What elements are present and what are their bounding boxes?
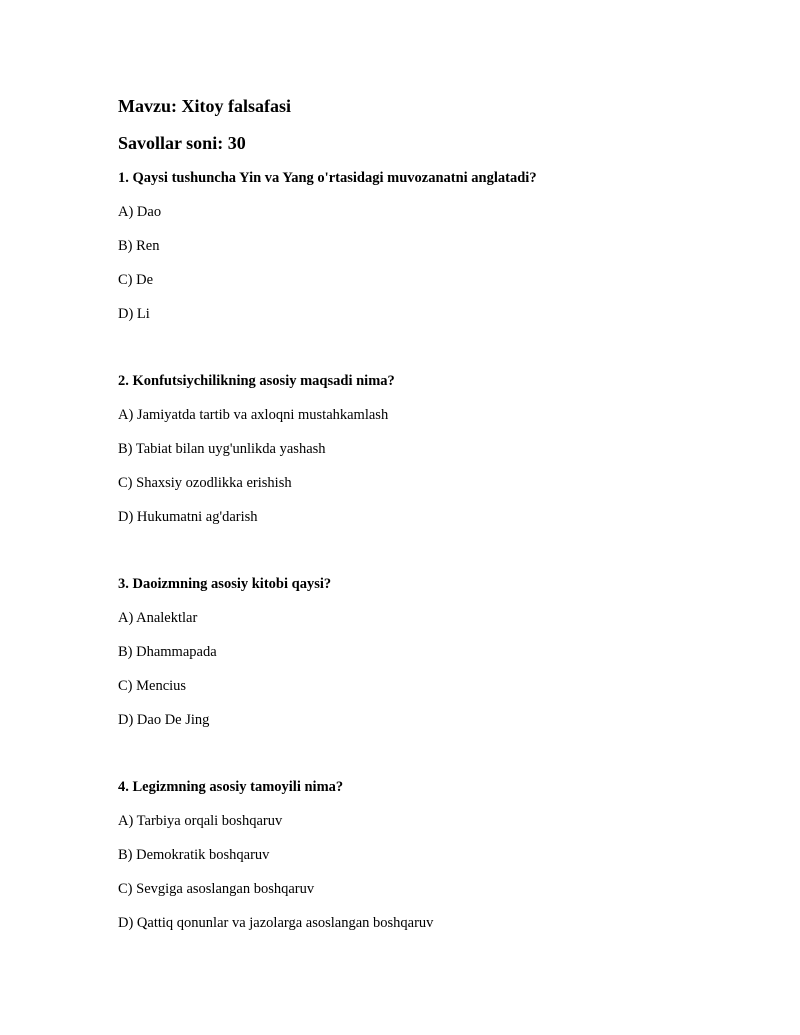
answer-option: B) Demokratik boshqaruv xyxy=(118,847,270,863)
answer-option: A) Analektlar xyxy=(118,610,198,626)
answer-options xyxy=(118,203,758,323)
question-block xyxy=(118,169,758,339)
answer-option: D) Dao De Jing xyxy=(118,712,210,728)
question-title: 1. Qaysi tushuncha Yin va Yang o'rtasidagi muvozanatni anglatadi? xyxy=(118,170,537,186)
answer-option: A) Tarbiya orqali boshqaruv xyxy=(118,813,283,829)
question-block xyxy=(118,778,758,948)
answer-option: B) Tabiat bilan uyg'unlikda yashash xyxy=(118,441,326,457)
document-page xyxy=(118,0,758,1035)
answer-option: B) Ren xyxy=(118,238,160,254)
answer-options xyxy=(118,812,758,932)
answer-option: D) Qattiq qonunlar va jazolarga asoslangan boshqaruv xyxy=(118,915,434,931)
question-block xyxy=(118,575,758,745)
question-title: 2. Konfutsiychilikning asosiy maqsadi nima? xyxy=(118,373,395,389)
answer-option: C) Mencius xyxy=(118,678,187,694)
answer-option: D) Hukumatni ag'darish xyxy=(118,509,258,525)
answer-option: C) Sevgiga asoslangan boshqaruv xyxy=(118,881,315,897)
question-title: 4. Legizmning asosiy tamoyili nima? xyxy=(118,779,344,795)
question-title: 3. Daoizmning asosiy kitobi qaysi? xyxy=(118,576,332,592)
answer-option: B) Dhammapada xyxy=(118,644,217,660)
answer-option: C) De xyxy=(118,272,154,288)
answer-options xyxy=(118,609,758,729)
answer-options xyxy=(118,406,758,526)
answer-option: C) Shaxsiy ozodlikka erishish xyxy=(118,475,292,491)
answer-option: A) Dao xyxy=(118,204,162,220)
answer-option: A) Jamiyatda tartib va axloqni mustahkamlash xyxy=(118,407,389,423)
document-topic: Mavzu: Xitoy falsafasi xyxy=(118,96,291,116)
answer-option: D) Li xyxy=(118,306,150,322)
question-count: Savollar soni: 30 xyxy=(118,133,246,153)
question-block xyxy=(118,372,758,542)
